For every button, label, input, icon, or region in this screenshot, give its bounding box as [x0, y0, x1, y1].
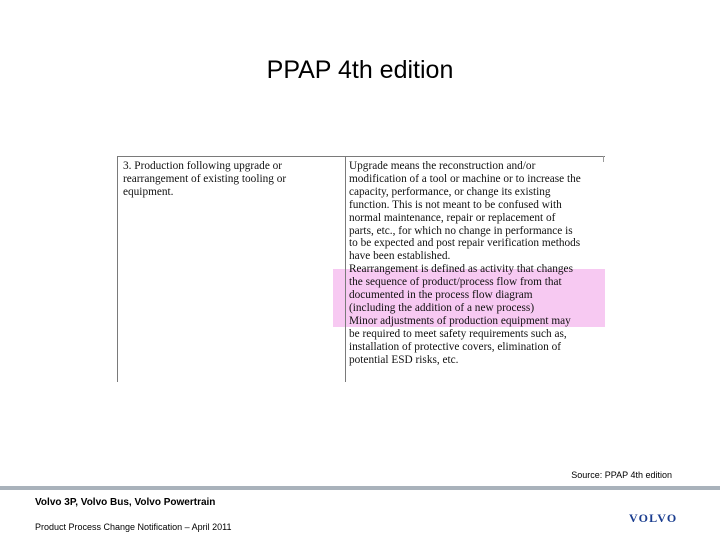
definition-text-line: Minor adjustments of production equipment may [349, 314, 571, 327]
definition-text-line: be required to meet safety requirements such as, [349, 327, 567, 340]
definition-text-line: capacity, performance, or change its existing [349, 185, 551, 198]
definition-text-line: to be expected and post repair verification methods [349, 237, 581, 250]
definition-text-line: modification of a tool or machine or to increase the [349, 172, 581, 185]
case-text-line: equipment. [123, 185, 174, 198]
definition-text-line: parts, etc., for which no change in performance is [349, 224, 573, 237]
case-text-line: 3. Production following upgrade or [123, 160, 283, 172]
definition-text-line: have been established. [349, 250, 451, 263]
footer-document-title: Product Process Change Notification – April 2011 [35, 522, 232, 532]
definition-text-line: the sequence of product/process flow from that [349, 276, 562, 289]
definition-text-line: (including the addition of a new process) [349, 301, 535, 314]
definition-text-line: normal maintenance, repair or replacement of [349, 211, 556, 224]
definition-text-line: documented in the process flow diagram [349, 289, 533, 302]
slide-title: PPAP 4th edition [266, 56, 454, 84]
volvo-logo: VOLVO [629, 511, 678, 525]
definition-text-line: potential ESD risks, etc. [349, 353, 459, 366]
case-text-line: rearrangement of existing tooling or [123, 172, 287, 185]
definition-text-line: function. This is not meant to be confused with [349, 198, 562, 211]
source-citation: Source: PPAP 4th edition [571, 470, 672, 480]
definition-text-line: installation of protective covers, elimination of [349, 340, 562, 353]
table-right-border [603, 156, 604, 162]
table-left-border [117, 156, 118, 382]
definition-cell [349, 160, 601, 367]
definition-text-line: Rearrangement is defined as activity that changes [349, 263, 573, 276]
footer-divider [0, 486, 720, 490]
table-column-divider [345, 156, 346, 382]
production-case-cell [123, 160, 339, 199]
definition-text-line: Upgrade means the reconstruction and/or [349, 160, 536, 172]
footer-company: Volvo 3P, Volvo Bus, Volvo Powertrain [35, 497, 216, 508]
ppap-table-excerpt [117, 156, 605, 382]
table-top-border [117, 156, 605, 157]
